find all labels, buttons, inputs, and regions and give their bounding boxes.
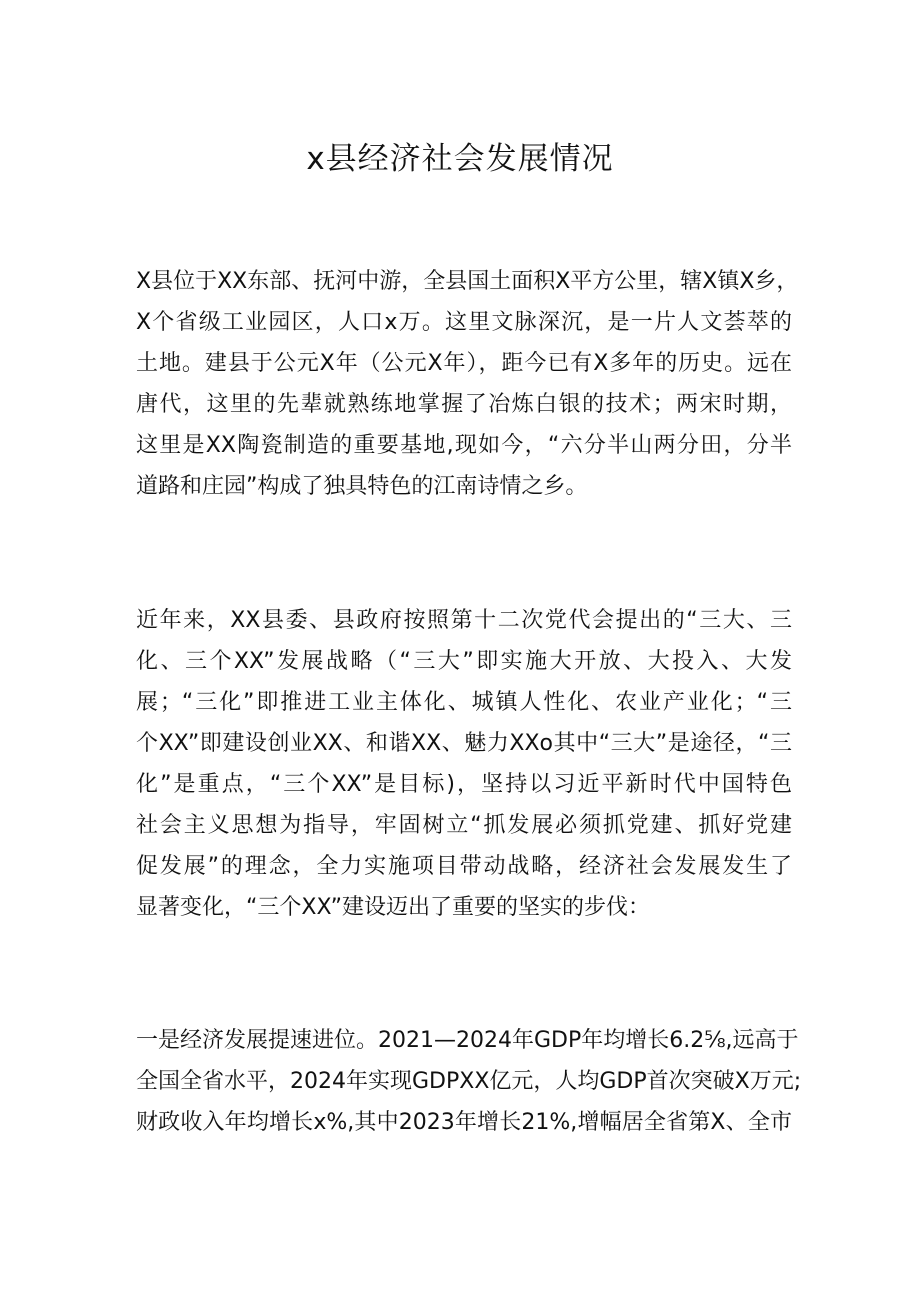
paragraph-line: X个省级工业园区，人口x万。这里文脉深沉，是一片人文荟萃的 [136,310,792,335]
paragraph-line: 化”是重点，“三个XX”是目标)，坚持以习近平新时代中国特色 [136,772,792,797]
paragraph-line: 促发展”的理念，全力实施项目带动战略，经济社会发展发生了 [136,854,792,879]
paragraph-line: 显著变化，“三个XX”建设迈出了重要的坚实的步伐： [136,895,651,920]
paragraph-line: 财政收入年均增长x%,其中2023年增长21%,增幅居全省第X、全市 [136,1110,792,1135]
paragraph-line: 化、三个XX”发展战略（“三大”即实施大开放、大投入、大发 [136,649,792,674]
paragraph-line: 这里是XX陶瓷制造的重要基地,现如今，“六分半山两分田，分半 [136,433,792,458]
document-title: x县经济社会发展情况 [306,141,614,177]
paragraph-line: X县位于XX东部、抚河中游，全县国土面积X平方公里，辖X镇X乡， [136,269,799,294]
paragraph-line: 社会主义思想为指导，牢固树立“抓发展必须抓党建、抓好党建 [136,813,792,838]
paragraph-overview [136,261,799,507]
paragraph-economy [136,1020,802,1143]
paragraph-line: 个XX”即建设创业XX、和谐XX、魅力XXo其中“三大”是途径，“三 [136,731,792,756]
paragraph-strategy [136,600,792,928]
paragraph-line: 道路和庄园”构成了独具特色的江南诗情之乡。 [136,474,588,499]
paragraph-line: 展；“三化”即推进工业主体化、城镇人性化、农业产业化；“三 [136,690,792,715]
paragraph-line: 全国全省水平，2024年实现GDPXX亿元，人均GDP首次突破X万元; [136,1069,802,1094]
paragraph-line: 一是经济发展提速进位。2021—2024年GDP年均增长6.2⅝,远高于 [136,1028,799,1053]
paragraph-line: 唐代，这里的先辈就熟练地掌握了冶炼白银的技术；两宋时期， [136,392,792,417]
paragraph-line: 土地。建县于公元X年（公元X年），距今已有X多年的历史。远在 [136,351,792,376]
paragraph-line: 近年来，XX县委、县政府按照第十二次党代会提出的“三大、三 [136,608,792,633]
